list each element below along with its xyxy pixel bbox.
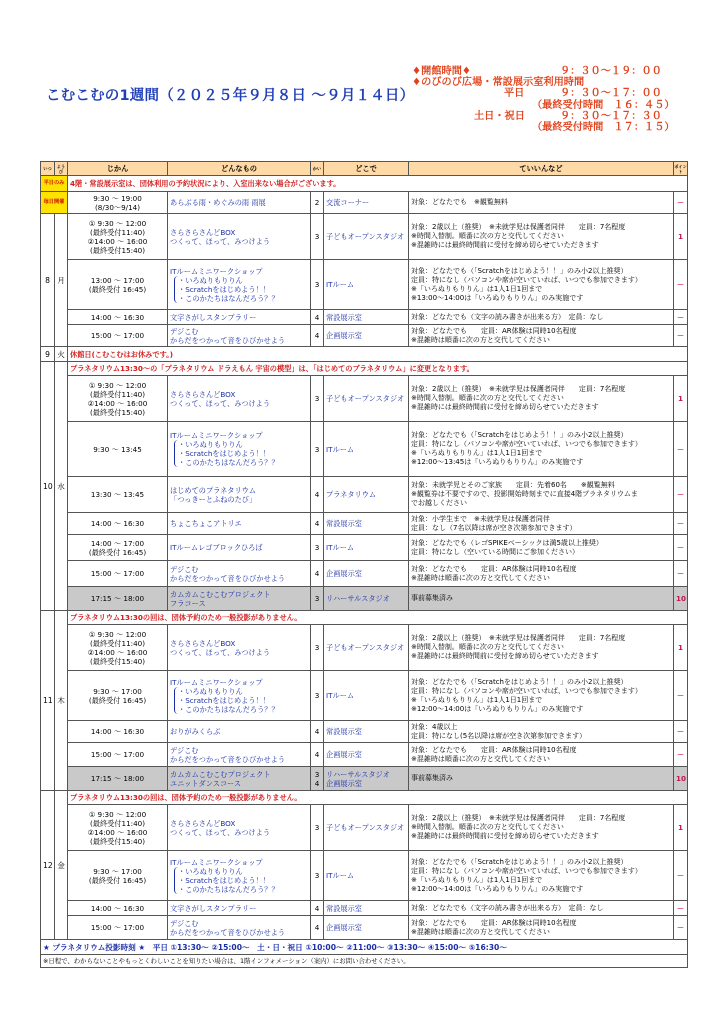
table-row — [41, 587, 688, 611]
table-row — [41, 671, 688, 721]
floor-cell: 4 — [311, 901, 324, 916]
table-row — [41, 916, 688, 940]
table-row — [41, 743, 688, 767]
point-cell: － — [674, 901, 688, 916]
table-row — [41, 422, 688, 477]
notes-cell: 対象：どなたでも（「Scratchをはじめよう！！」のみ小2以上推奨） 定員：特になし（パソコンや席が空いていれば、いつでも参加できます） ※「いろぬりもりりん」は1人1日1回まで ※12:00～13:45は「いろぬりもりりん」のみ実施です — [409, 422, 674, 477]
date-cell: 9 — [41, 347, 55, 362]
time-cell: 17:15 ～ 18:00 — [68, 767, 168, 791]
floor-cell: 3 — [311, 851, 324, 901]
header-kai: かい — [311, 162, 324, 176]
weekday-cell: 月 — [55, 214, 68, 347]
point-cell: － — [674, 477, 688, 513]
event-name: ITルームミニワークショップ ・いろぬりもりりん ・Scratchをはじめよう！！ ・このかたちはなんだろう？？ — [168, 851, 311, 901]
event-name: さらさらさんどBOX つくって、ほって、みつけよう — [168, 625, 311, 671]
table-row — [41, 901, 688, 916]
header-donna: どんなもの — [168, 162, 311, 176]
place-cell: 子どもオープンスタジオ — [324, 805, 409, 851]
floor-cell: 3 — [311, 422, 324, 477]
place-cell: ITルーム — [324, 422, 409, 477]
point-cell: － — [674, 192, 688, 214]
point-cell: 1 — [674, 805, 688, 851]
hours-label: 土日・祝日 — [474, 110, 525, 122]
table-header-row — [41, 162, 688, 176]
planetarium-times-row — [41, 940, 688, 955]
point-cell: － — [674, 561, 688, 587]
event-name: ITルームレゴブロックひろば — [168, 535, 311, 561]
notes-cell: 対象：どなたでも ※観覧無料 — [409, 192, 674, 214]
floor-cell: 4 — [311, 477, 324, 513]
time-cell: 14:00 ～ 16:30 — [68, 721, 168, 743]
point-cell: － — [674, 743, 688, 767]
weekly-schedule-table — [40, 161, 688, 968]
table-row — [41, 376, 688, 422]
point-cell: － — [674, 513, 688, 535]
table-row — [41, 721, 688, 743]
table-row — [41, 513, 688, 535]
notes-cell: 対象：どなたでも 定員：AR体験は同時10名程度 ※混雑時は順番に次の方と交代してください — [409, 916, 674, 940]
time-cell: ① 9:30 ～ 12:00 (最終受付11:40) ②14:00 ～ 16:00 (最終受付15:40) — [68, 214, 168, 260]
point-cell: － — [674, 325, 688, 347]
floor-cell: 4 — [311, 513, 324, 535]
time-cell: 9:30 ～ 13:45 — [68, 422, 168, 477]
hours-label: ♦のびのび広場・常設展示室利用時間 — [412, 77, 585, 89]
hours-value: ９：３０～１９：００ — [560, 66, 662, 77]
weekday-cell: 水 — [55, 362, 68, 611]
date-cell: 12 — [41, 791, 55, 940]
floor-cell: 4 — [311, 916, 324, 940]
time-cell: ① 9:30 ～ 12:00 (最終受付11:40) ②14:00 ～ 16:00 (最終受付15:40) — [68, 625, 168, 671]
event-name: さらさらさんどBOX つくって、ほって、みつけよう — [168, 214, 311, 260]
notes-cell: 対象：2歳以上（推奨） ※未就学児は保護者同伴 定員：7名程度 ※時間入替制。順番に次の方と交代してください ※混雑時には最終時間前に受付を締め切らせていただきます — [409, 376, 674, 422]
place-cell: 交流コーナー — [324, 192, 409, 214]
place-cell: 常設展示室 — [324, 513, 409, 535]
time-cell: 9:30 ～ 17:00 (最終受付 16:45) — [68, 671, 168, 721]
table-row — [41, 625, 688, 671]
point-cell: 1 — [674, 376, 688, 422]
event-name: はじめてのプラネタリウム 「つっきーとふねのたび」 — [168, 477, 311, 513]
table-row — [41, 347, 688, 362]
notes-cell: 対象：どなたでも（「Scratchをはじめよう！！」のみ小2以上推奨） 定員：特になし（パソコンや席が空いていれば、いつでも参加できます） ※「いろぬりもりりん」は1人1日1回まで ※12:00～14:00は「いろぬりもりりん」のみ実施です — [409, 851, 674, 901]
notes-cell: 対象：4歳以上 定員：特になし(5名以降は席が空き次第参加できます） — [409, 721, 674, 743]
hours-value: （最終受付時間 １７：１５） — [532, 121, 675, 133]
table-row — [41, 477, 688, 513]
time-cell: 14:00 ～ 16:30 — [68, 901, 168, 916]
point-cell: － — [674, 310, 688, 325]
floor-cell: 3 4 — [311, 767, 324, 791]
time-cell: 15:00 ～ 17:00 — [68, 743, 168, 767]
event-name: さらさらさんどBOX つくって、ほって、みつけよう — [168, 805, 311, 851]
time-cell: 17:15 ～ 18:00 — [68, 587, 168, 611]
table-row — [41, 362, 688, 376]
notes-cell: 対象：どなたでも 定員：AR体験は同時10名程度 ※混雑時は順番に次の方と交代してください — [409, 561, 674, 587]
point-cell: － — [674, 916, 688, 940]
notes-cell: 対象：どなたでも 定員：AR体験は同時10名程度 ※混雑時は順番に次の方と交代してください — [409, 325, 674, 347]
table-row — [41, 260, 688, 310]
weekday-cell: 金 — [55, 791, 68, 940]
event-name: ちょこちょこアトリエ — [168, 513, 311, 535]
table-row — [41, 851, 688, 901]
time-cell: ① 9:30 ～ 12:00 (最終受付11:40) ②14:00 ～ 16:00 (最終受付15:40) — [68, 805, 168, 851]
time-cell: 15:00 ～ 17:00 — [68, 325, 168, 347]
time-cell: 13:30 ～ 13:45 — [68, 477, 168, 513]
place-cell: リハーサルスタジオ 企画展示室 — [324, 767, 409, 791]
point-cell: － — [674, 851, 688, 901]
weekday-notice-row — [41, 176, 688, 192]
event-name: 文字さがしスタンプラリー — [168, 901, 311, 916]
place-cell: プラネタリウム — [324, 477, 409, 513]
notes-cell: 対象：どなたでも 定員：AR体験は同時10名程度 ※混雑時は順番に次の方と交代してください — [409, 743, 674, 767]
hours-value: （最終受付時間 １６：４５） — [532, 99, 675, 111]
point-cell: 10 — [674, 767, 688, 791]
daily-label: 毎日開催 — [41, 192, 68, 214]
floor-cell: 4 — [311, 721, 324, 743]
footer-note-row — [41, 955, 688, 968]
hours-label: 平日 — [504, 88, 525, 100]
point-cell: － — [674, 671, 688, 721]
place-cell: ITルーム — [324, 260, 409, 310]
place-cell: 常設展示室 — [324, 901, 409, 916]
notes-cell: 事前募集済み — [409, 587, 674, 611]
time-cell: 14:00 ～ 17:00 (最終受付 16:45) — [68, 535, 168, 561]
place-cell: 企画展示室 — [324, 325, 409, 347]
place-cell: 常設展示室 — [324, 310, 409, 325]
event-name: デジこむ からだをつかって音をひびかせよう — [168, 916, 311, 940]
header-youbi: ようび — [55, 162, 68, 176]
notes-cell: 対象：2歳以上（推奨） ※未就学児は保護者同伴 定員：7名程度 ※時間入替制。順番に次の方と交代してください ※混雑時には最終時間前に受付を締め切らせていただきます — [409, 214, 674, 260]
place-cell: 子どもオープンスタジオ — [324, 625, 409, 671]
time-cell: 15:00 ～ 17:00 — [68, 916, 168, 940]
floor-cell: 2 — [311, 192, 324, 214]
place-cell: ITルーム — [324, 535, 409, 561]
event-name: さらさらさんどBOX つくって、ほって、みつけよう — [168, 376, 311, 422]
time-cell: 14:00 ～ 16:30 — [68, 513, 168, 535]
point-cell: 1 — [674, 214, 688, 260]
place-cell: 企画展示室 — [324, 916, 409, 940]
place-cell: 子どもオープンスタジオ — [324, 214, 409, 260]
weekday-cell: 火 — [55, 347, 68, 362]
floor-cell: 3 — [311, 376, 324, 422]
page-title: こむこむの1週間（２０２５年９月８日 ～９月１４日） — [46, 88, 415, 104]
notes-cell: 対象：どなたでも（「Scratchをはじめよう！！」のみ小2以上推奨） 定員：特になし（パソコンや席が空いていれば、いつでも参加できます） ※「いろぬりもりりん」は1人1日1回まで ※12:00～14:00は「いろぬりもりりん」のみ実施です — [409, 671, 674, 721]
floor-cell: 3 — [311, 260, 324, 310]
hours-label: ♦開館時間♦ — [412, 66, 472, 77]
floor-cell: 4 — [311, 561, 324, 587]
notes-cell: 対象：どなたでも（文字の読み書きが出来る方） 定員：なし — [409, 901, 674, 916]
floor-cell: 4 — [311, 325, 324, 347]
weekday-notice: 4階・常設展示室は、団体利用の予約状況により、入室出来ない場合がございます。 — [68, 176, 688, 192]
place-cell: ITルーム — [324, 671, 409, 721]
table-row — [41, 535, 688, 561]
date-cell: 8 — [41, 214, 55, 347]
hours-value: ９：３０～１７：００ — [560, 88, 662, 100]
table-row — [41, 611, 688, 625]
time-cell: ① 9:30 ～ 12:00 (最終受付11:40) ②14:00 ～ 16:00 (最終受付15:40) — [68, 376, 168, 422]
event-name: あらぶる雨・めぐみの雨 雨展 — [168, 192, 311, 214]
notes-cell: 対象：どなたでも（「Scratchをはじめよう！！」のみ小2以上推奨） 定員：特になし（パソコンや席が空いていれば、いつでも参加できます） ※「いろぬりもりりん」は1人1日1回まで ※13:00～14:00は「いろぬりもりりん」のみ実施です — [409, 260, 674, 310]
day-notice: プラネタリウム13:30の回は、団体予約のため一般投影がありません。 — [68, 611, 688, 625]
planetarium-times: ★ プラネタリウム投影時刻 ★ 平日 ①13:30～ ②15:00～ 土・日・祝日 ①10:00～ ②11:00～ ③13:30～ ④15:00～ ⑤16:30～ — [41, 940, 688, 955]
event-name: おりがみくらぶ — [168, 721, 311, 743]
floor-cell: 4 — [311, 310, 324, 325]
point-cell: － — [674, 535, 688, 561]
time-cell: 14:00 ～ 16:30 — [68, 310, 168, 325]
table-row — [41, 805, 688, 851]
point-cell: － — [674, 422, 688, 477]
point-cell: － — [674, 721, 688, 743]
point-cell: 10 — [674, 587, 688, 611]
day-notice: プラネタリウム13:30～の「プラネタリウム ドラえもん 宇宙の模型」は、「はじめてのプラネタリウム」に変更となります。 — [68, 362, 688, 376]
event-name: ITルームミニワークショップ ・いろぬりもりりん ・Scratchをはじめよう！！ ・このかたちはなんだろう？？ — [168, 422, 311, 477]
floor-cell: 4 — [311, 743, 324, 767]
weekday-cell: 木 — [55, 611, 68, 791]
event-name: ITルームミニワークショップ ・いろぬりもりりん ・Scratchをはじめよう！！ ・このかたちはなんだろう？？ — [168, 671, 311, 721]
date-cell: 10 — [41, 362, 55, 611]
page-header — [0, 0, 724, 160]
place-cell: 常設展示室 — [324, 721, 409, 743]
event-name: ITルームミニワークショップ ・いろぬりもりりん ・Scratchをはじめよう！！ ・このかたちはなんだろう？？ — [168, 260, 311, 310]
table-row — [41, 192, 688, 214]
floor-cell: 3 — [311, 805, 324, 851]
time-cell: 9:30 ～ 17:00 (最終受付 16:45) — [68, 851, 168, 901]
table-row — [41, 325, 688, 347]
table-row — [41, 767, 688, 791]
table-row — [41, 791, 688, 805]
header-itsu: いつ — [41, 162, 55, 176]
notes-cell: 対象：小学生まで ※未就学児は保護者同伴 定員：なし（7名以降は席が空き次第参加できます） — [409, 513, 674, 535]
header-doko: どこで — [324, 162, 409, 176]
header-point: ポイント — [674, 163, 687, 174]
notes-cell: 対象：未就学児とそのご家族 定員：先着60名 ※観覧無料 ※観覧券は不要ですので、投影開始時刻までに直接4階プラネタリウムま でお越しください — [409, 477, 674, 513]
floor-cell: 3 — [311, 625, 324, 671]
event-name: デジこむ からだをつかって音をひびかせよう — [168, 561, 311, 587]
place-cell: 子どもオープンスタジオ — [324, 376, 409, 422]
event-name: デジこむ からだをつかって音をひびかせよう — [168, 325, 311, 347]
table-row — [41, 214, 688, 260]
floor-cell: 3 — [311, 671, 324, 721]
date-cell: 11 — [41, 611, 55, 791]
floor-cell: 3 — [311, 535, 324, 561]
time-cell: 13:00 ～ 17:00 (最終受付 16:45) — [68, 260, 168, 310]
place-cell: リハーサルスタジオ — [324, 587, 409, 611]
header-teiin: ていいんなど — [409, 162, 674, 176]
point-cell: － — [674, 260, 688, 310]
time-cell: 15:00 ～ 17:00 — [68, 561, 168, 587]
event-name: デジこむ からだをつかって音をひびかせよう — [168, 743, 311, 767]
notes-cell: 対象：2歳以上（推奨） ※未就学児は保護者同伴 定員：7名程度 ※時間入替制。順番に次の方と交代してください ※混雑時には最終時間前に受付を締め切らせていただきます — [409, 625, 674, 671]
place-cell: 企画展示室 — [324, 561, 409, 587]
footer-note: ※日程で、わからないことやもっとくわしいことを知りたい場合は、1階インフォメーション（案内）にお問い合わせください。 — [41, 955, 688, 968]
closed-notice: 休館日(こむこむはお休みです。) — [68, 347, 688, 362]
weekday-label: 平日のみ — [41, 176, 68, 192]
time-cell: 9:30 ～ 19:00 (8/30～9/14) — [68, 192, 168, 214]
hours-value: ９：３０～１７：３０ — [560, 110, 662, 122]
place-cell: ITルーム — [324, 851, 409, 901]
point-cell: 1 — [674, 625, 688, 671]
notes-cell: 対象：どなたでも（文字の読み書きが出来る方） 定員：なし — [409, 310, 674, 325]
place-cell: 企画展示室 — [324, 743, 409, 767]
event-name: カムカムこむこむプロジェクト ユニットダンスコース — [168, 767, 311, 791]
floor-cell: 3 — [311, 214, 324, 260]
day-notice: プラネタリウム13:30の回は、団体予約のため一般投影がありません。 — [68, 791, 688, 805]
notes-cell: 事前募集済み — [409, 767, 674, 791]
table-row — [41, 561, 688, 587]
notes-cell: 対象：どなたでも（レゴSPIKEベーシックは満5歳以上推奨） 定員：特になし（空いている時間にご参加ください） — [409, 535, 674, 561]
floor-cell: 3 — [311, 587, 324, 611]
header-jikan: じかん — [68, 162, 168, 176]
table-row — [41, 310, 688, 325]
notes-cell: 対象：2歳以上（推奨） ※未就学児は保護者同伴 定員：7名程度 ※時間入替制。順番に次の方と交代してください ※混雑時には最終時間前に受付を締め切らせていただきます — [409, 805, 674, 851]
event-name: カムカムこむこむプロジェクト フラコース — [168, 587, 311, 611]
event-name: 文字さがしスタンプラリー — [168, 310, 311, 325]
